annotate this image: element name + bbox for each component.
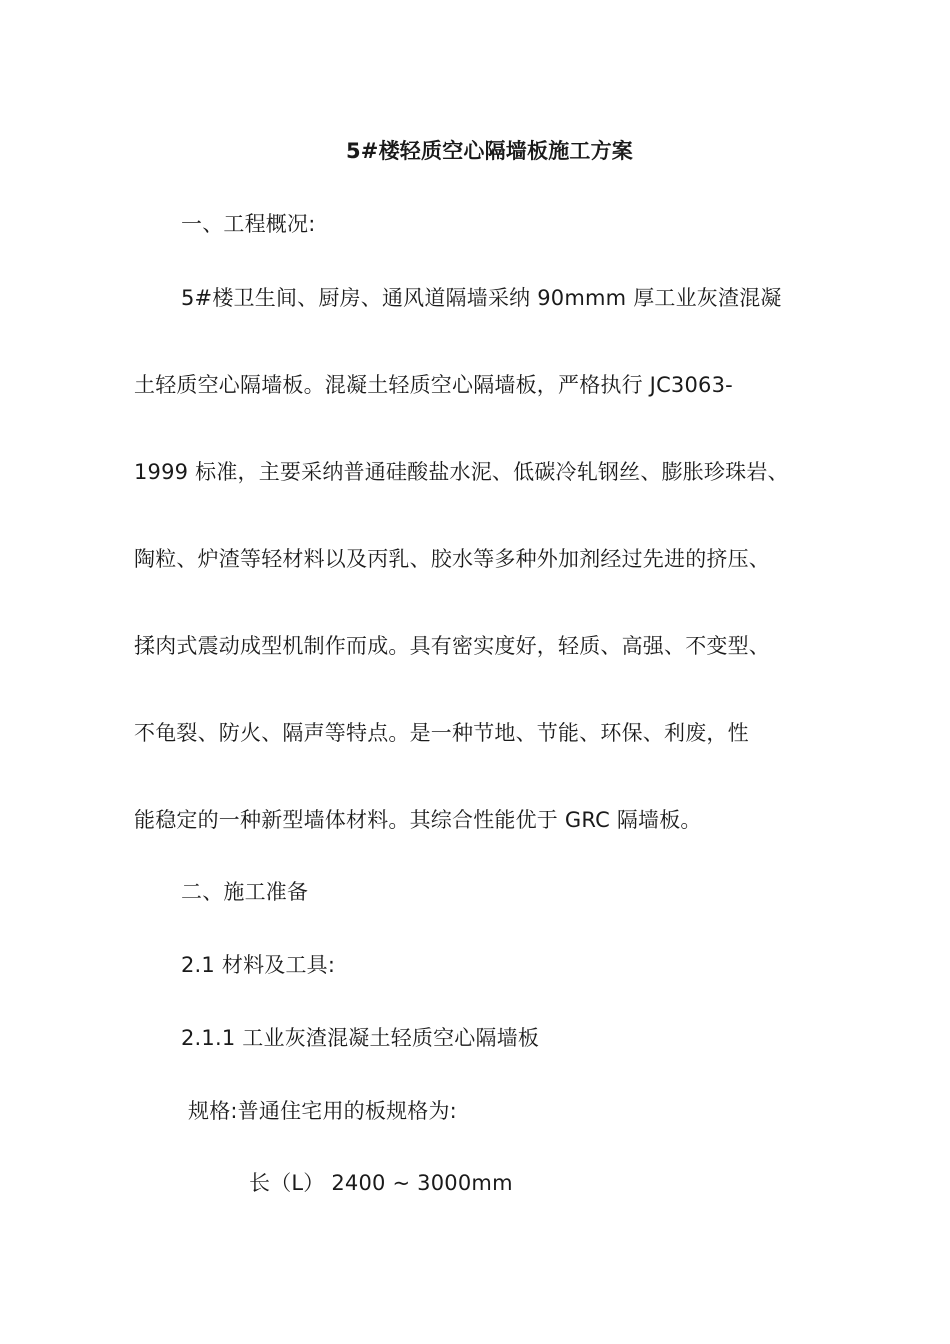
paragraph-line: 1999 标准，主要采纳普通硅酸盐水泥、低碳冷轧钢丝、膨胀珍珠岩、 [134, 460, 789, 484]
section-heading-preparation: 二、施工准备 [181, 880, 309, 904]
paragraph-line: 5#楼卫生间、厨房、通风道隔墙采纳 90mmm 厚工业灰渣混凝 [181, 286, 782, 310]
paragraph-line: 土轻质空心隔墙板。混凝土轻质空心隔墙板，严格执行 JC3063- [134, 373, 733, 397]
subsection-materials-tools: 2.1 材料及工具: [181, 953, 336, 977]
spec-line: 规格:普通住宅用的板规格为: [188, 1099, 457, 1123]
paragraph-line: 陶粒、炉渣等轻材料以及丙乳、胶水等多种外加剂经过先进的挤压、 [134, 547, 770, 571]
paragraph-line: 揉肉式震动成型机制作而成。具有密实度好，轻质、高强、不变型、 [134, 634, 770, 658]
subsection-wall-panel: 2.1.1 工业灰渣混凝土轻质空心隔墙板 [181, 1026, 540, 1050]
paragraph-line: 能稳定的一种新型墙体材料。其综合性能优于 GRC 隔墙板。 [134, 808, 702, 832]
document-title: 5#楼轻质空心隔墙板施工方案 [346, 139, 634, 163]
paragraph-line: 不龟裂、防火、隔声等特点。是一种节地、节能、环保、利废，性 [134, 721, 749, 745]
length-spec-line: 长（L） 2400 ~ 3000mm [249, 1171, 513, 1195]
section-heading-overview: 一、工程概况: [181, 212, 316, 236]
